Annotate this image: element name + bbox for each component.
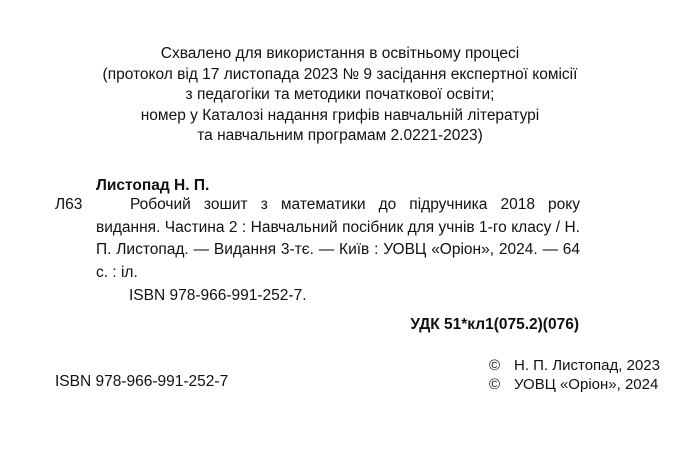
copyright-text: УОВЦ «Оріон», 2024 bbox=[514, 376, 659, 393]
approval-line: та навчальним програмам 2.0221-2023) bbox=[197, 127, 483, 144]
udc-code: УДК 51*кл1(075.2)(076) bbox=[410, 316, 579, 333]
description-text: Робочий зошит з математики до підручника 2018 року видання. Частина 2 : Навчальний посібник для учнів 1-го класу / Н. П. Листопад. — Видання 3-тє. — Київ : УОВЦ «Оріон», 2024. — 64 с. : іл. bbox=[96, 196, 580, 281]
copyright-line bbox=[489, 356, 660, 375]
copyright-icon: © bbox=[489, 357, 501, 374]
copyright-text: Н. П. Листопад, 2023 bbox=[514, 357, 660, 374]
record-isbn: ISBN 978-966-991-252-7. bbox=[129, 287, 307, 304]
copyright-icon: © bbox=[489, 376, 501, 393]
author-name: Листопад Н. П. bbox=[96, 177, 210, 194]
footer-isbn: ISBN 978-966-991-252-7 bbox=[55, 373, 229, 390]
approval-line: з педагогіки та методики початкової освіти; bbox=[185, 86, 495, 103]
approval-line: (протокол від 17 листопада 2023 № 9 засідання експертної комісії bbox=[102, 65, 578, 83]
approval-line: Схвалено для використання в освітньому процесі bbox=[160, 45, 520, 62]
approval-line: номер у Каталозі надання грифів навчальній літературі bbox=[140, 106, 540, 124]
copyright-line bbox=[489, 375, 660, 394]
bibliographic-description bbox=[96, 194, 580, 284]
approval-notice bbox=[40, 44, 640, 147]
copyright-block bbox=[489, 356, 660, 394]
library-index: Л63 bbox=[55, 196, 83, 213]
